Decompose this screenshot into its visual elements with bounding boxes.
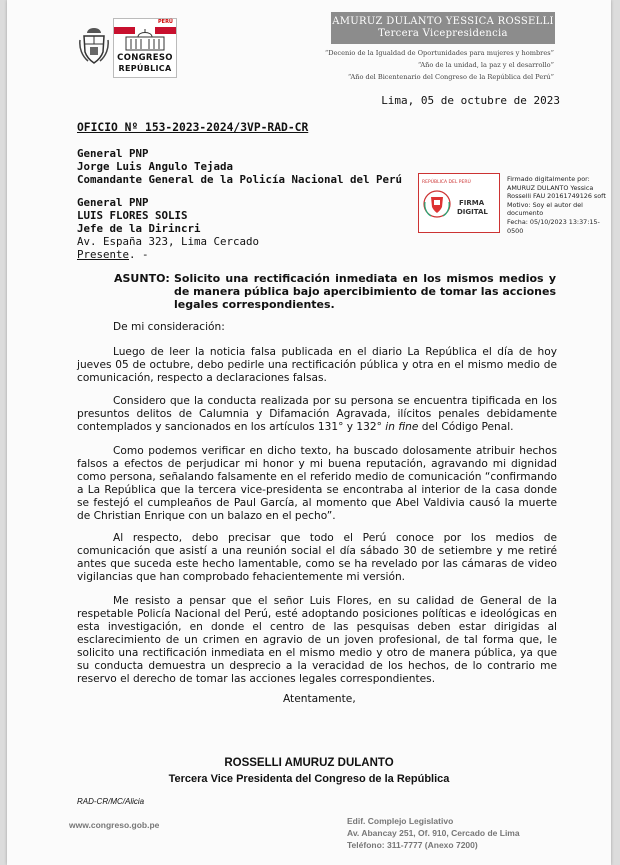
- presente-suffix: . -: [129, 248, 149, 261]
- logo-peru-text: PERÚ: [158, 19, 173, 25]
- signature-details: [507, 175, 611, 235]
- oficio-number: OFICIO Nº 153-2023-2024/3VP-RAD-CR: [77, 121, 309, 134]
- footer-address-line: Teléfono: 311-7777 (Anexo 7200): [347, 840, 478, 850]
- recipient-block-1: [77, 147, 402, 186]
- paragraph-3: Como podemos verificar en dicho texto, ha buscado dolosamente atribuir hechos falsos a efectos de perjudicar mi honor y mi buena reputación, agravando mi dignidad como persona, señalando falsamente en el referido medio de comunicación “confirmando a La República que la tercera vice-presidenta se encontraba al interior de la casa donde se festejó el cumpleaños de Paul García, al momento que Abel Valdivia causó la muerte de Christian Enrique con un balazo en el pecho”.: [77, 445, 557, 522]
- motto-line: “Decenio de la Igualdad de Oportunidades para mujeres y hombres”: [324, 49, 554, 57]
- office-name-box: [331, 12, 555, 44]
- document-page: [7, 0, 611, 865]
- recipient-rank: General PNP: [77, 196, 149, 209]
- coat-of-arms-icon: [79, 26, 109, 66]
- firma-label: FIRMA: [459, 199, 485, 207]
- paragraph-4: Al respecto, debo precisar que todo el Perú conoce por los medios de comunicación que asistí a una reunión social el día sábado 30 de setiembre y me retiré antes que suceda este hecho lamentable, como se ha revelado por las cámaras de video vigilancias que han comprobado fehacientemente mi versión.: [77, 532, 557, 583]
- motto-line: “Año de la unidad, la paz y el desarrollo”: [417, 61, 554, 69]
- signatory-name: ROSSELLI AMURUZ DULANTO: [224, 757, 394, 769]
- logo-text-republica: REPÚBLICA: [118, 64, 172, 73]
- recipient-role: Comandante General de la Policía Nacional del Perú: [77, 173, 403, 186]
- signature-line: AMURUZ DULANTO Yessica: [507, 183, 594, 192]
- footer-address-line: Av. Abancay 251, Of. 910, Cercado de Lima: [347, 828, 520, 838]
- letter-date: Lima, 05 de octubre de 2023: [381, 94, 560, 107]
- paragraph-2-text-end: del Código Penal.: [421, 421, 514, 433]
- signature-line: documento: [507, 209, 544, 218]
- signatory-title: Tercera Vice Presidenta del Congreso de la República: [168, 773, 450, 785]
- office-holder-name: AMURUZ DULANTO YESSICA ROSSELLI: [332, 16, 554, 27]
- congress-logo: [113, 18, 177, 78]
- reference-initials: RAD-CR/MC/Alicia: [77, 797, 145, 806]
- asunto-label: ASUNTO:: [114, 272, 170, 285]
- asunto-text: Solicito una rectificación inmediata en los mismos medios y de manera pública bajo apercibimiento de tomar las acciones legales correspondientes.: [174, 272, 556, 311]
- recipient-role: Jefe de la Dirincri: [77, 222, 201, 235]
- footer-address: [347, 815, 520, 851]
- firma-digital-seal-icon: [419, 174, 499, 232]
- signature-line: Rosselli FAU 20161749126 soft: [507, 192, 606, 201]
- digital-signature-stamp: [418, 173, 500, 233]
- signature-line: Firmado digitalmente por:: [507, 175, 590, 183]
- closing: Atentamente,: [283, 693, 356, 705]
- paragraph-2: [77, 395, 557, 434]
- recipient-address: Av. España 323, Lima Cercado: [77, 235, 260, 248]
- presente-label: Presente: [77, 248, 130, 261]
- logo-text-congreso: CONGRESO: [117, 53, 173, 63]
- recipient-rank: General PNP: [77, 147, 149, 160]
- greeting: De mi consideración:: [113, 321, 225, 333]
- seal-top-text: REPÚBLICA DEL PERÚ: [422, 180, 471, 185]
- signature-line: Motivo: Soy el autor del: [507, 200, 583, 209]
- signature-line: Fecha: 05/10/2023 13:37:15-0500: [507, 217, 600, 235]
- paragraph-2-italic: in fine: [385, 421, 419, 433]
- motto-line: “Año del Bicentenario del Congreso de la República del Perú”: [347, 73, 554, 81]
- paragraph-5: Me resisto a pensar que el señor Luis Flores, en su calidad de General de la respetable Policía Nacional del Perú, esté adoptando posiciones políticas e ideológicas en esta investigación, en donde el centro de las pesquisas deben estar dirigidas al esclarecimiento de un crimen en agravio de un joven profesional, de tal forma que, le solicito una rectificación inmediata en el mismo medio y otro de manera pública, ya que su conducta demuestra un desprecio a la veracidad de los hechos, de lo contrario me reservo el derecho de tomar las acciones legales correspondientes.: [77, 595, 557, 685]
- recipient-name: LUIS FLORES SOLIS: [77, 209, 188, 222]
- footer-address-line: Edif. Complejo Legislativo: [347, 816, 454, 826]
- paragraph-1: Luego de leer la noticia falsa publicada en el diario La República el día de hoy jueves 05 de octubre, debo pedirle una rectificación pública y otra en el mismo medio de comunicación, respecto a declaraciones falsas.: [77, 346, 557, 384]
- office-title: Tercera Vicepresidencia: [378, 28, 508, 39]
- recipient-name: Jorge Luis Angulo Tejada: [77, 160, 234, 173]
- year-mottos: [325, 47, 554, 83]
- paragraph-2-text: Considero que la conducta realizada por su persona se encuentra tipificada en los presuntos delitos de Calumnia y Difamación Agravada, ilícitos penales debidamente contemplados y sancionados en los artículos 131° y 132°: [77, 395, 557, 433]
- recipient-block-2: [77, 196, 259, 261]
- digital-label: DIGITAL: [457, 208, 488, 216]
- congress-building-icon: [124, 29, 166, 51]
- website-link[interactable]: www.congreso.gob.pe: [69, 820, 160, 830]
